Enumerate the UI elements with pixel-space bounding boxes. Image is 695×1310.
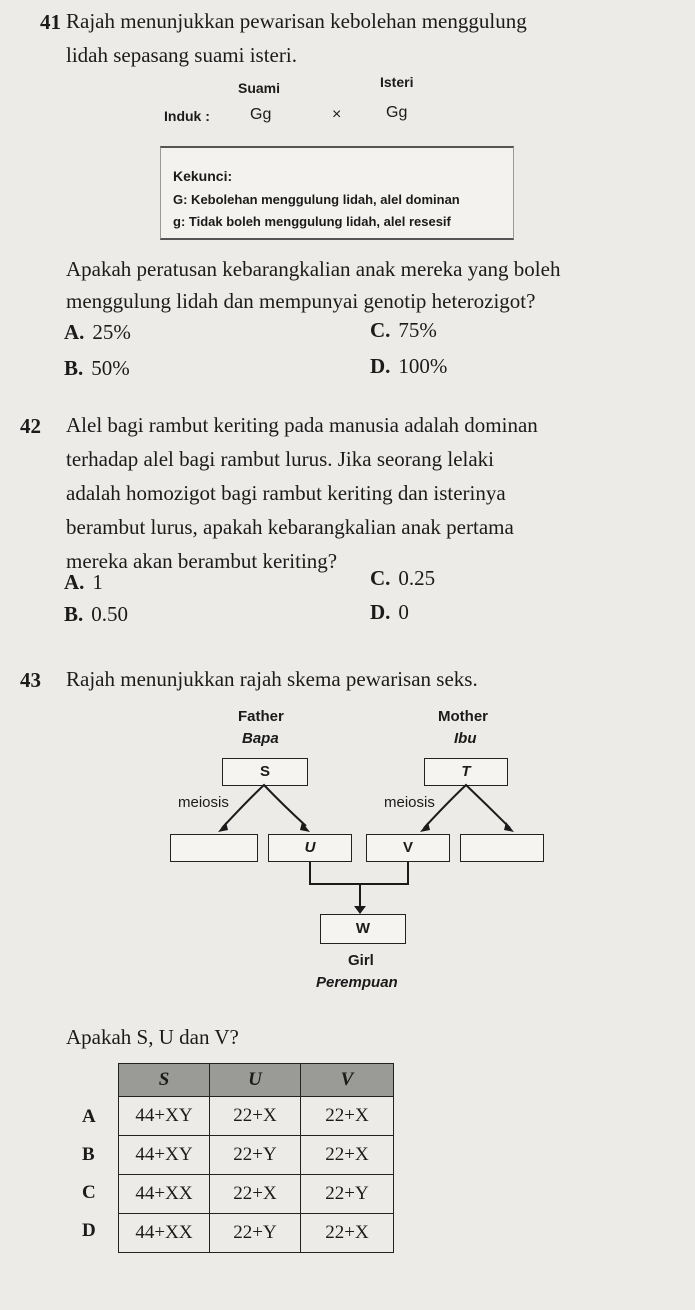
table-cell: 22+Y [210,1136,301,1175]
cross-symbol: × [332,106,342,123]
mother-label-en: Mother [438,708,488,725]
q41-option-d[interactable]: D. 100% [370,354,448,378]
table-cell: 22+Y [210,1214,301,1253]
q41-question-line1: Apakah peratusan kebarangkalian anak mereka yang boleh [66,257,561,281]
father-label-my: Bapa [242,730,279,747]
q42-option-c[interactable]: C. 0.25 [370,566,436,590]
table-cell: 22+X [301,1136,394,1175]
q42-line1: Alel bagi rambut keriting pada manusia adalah dominan [66,413,538,437]
box-w: W [320,914,406,944]
col-header-u: U [210,1064,301,1097]
q42-line5: mereka akan berambut keriting? [66,549,338,573]
table-cell: 22+X [301,1214,394,1253]
husband-label: Suami [238,80,281,96]
q41-option-b[interactable]: B. 50% [64,356,130,380]
girl-label-my: Perempuan [316,974,398,991]
box-gamete-empty-left [170,834,258,862]
parent-label: Induk : [164,108,210,124]
wife-label: Isteri [380,74,414,90]
table-cell: 44+XX [119,1214,210,1253]
q41-stem-line2: lidah sepasang suami isteri. [66,43,297,67]
q43-number: 43 [20,668,41,692]
q43-stem: Rajah menunjukkan rajah skema pewarisan seks. [66,667,478,691]
father-label-en: Father [238,708,284,725]
box-t: T [424,758,508,786]
q41-question-line2: menggulung lidah dan mempunyai genotip heterozigot? [66,289,536,313]
q42-option-b[interactable]: B. 0.50 [64,602,129,626]
key-dominant: G: Kebolehan menggulung lidah, alel dominan [173,192,460,207]
q42-line2: terhadap alel bagi rambut lurus. Jika seorang lelaki [66,447,495,471]
table-row-d[interactable] [119,1214,394,1253]
row-label-b: B [82,1144,95,1165]
mother-label-my: Ibu [454,730,477,747]
q42-line4: berambut lurus, apakah kebarangkalian anak pertama [66,515,514,539]
box-v: V [366,834,450,862]
col-header-v: V [301,1064,394,1097]
husband-genotype: Gg [250,106,272,123]
q41-stem-line1: Rajah menunjukkan pewarisan kebolehan menggulung [66,9,527,33]
table-cell: 22+X [210,1175,301,1214]
table-row-b[interactable] [119,1136,394,1175]
key-recessive: g: Tidak boleh menggulung lidah, alel resesif [173,214,451,229]
row-label-c: C [82,1182,96,1203]
wife-genotype: Gg [386,104,408,121]
q41-number: 41 [40,10,61,34]
q42-line3: adalah homozigot bagi rambut keriting dan isterinya [66,481,506,505]
table-row-c[interactable] [119,1175,394,1214]
box-gamete-empty-right [460,834,544,862]
table-cell: 44+XY [119,1097,210,1136]
q41-option-a[interactable]: A. 25% [64,320,131,344]
col-header-s: S [119,1064,210,1097]
answer-table [118,1063,394,1253]
table-header-row [119,1064,394,1097]
row-label-a: A [82,1106,96,1127]
meiosis-left-label: meiosis [178,794,229,811]
table-cell: 44+XY [119,1136,210,1175]
key-title: Kekunci: [173,168,233,184]
q42-option-d[interactable]: D. 0 [370,600,409,624]
table-row-a[interactable] [119,1097,394,1136]
q41-option-c[interactable]: C. 75% [370,318,437,342]
table-cell: 22+X [301,1097,394,1136]
table-cell: 44+XX [119,1175,210,1214]
box-s: S [222,758,308,786]
row-label-d: D [82,1220,96,1241]
box-u: U [268,834,352,862]
table-cell: 22+Y [301,1175,394,1214]
q42-number: 42 [20,414,41,438]
q42-option-a[interactable]: A. 1 [64,570,103,594]
table-cell: 22+X [210,1097,301,1136]
meiosis-right-label: meiosis [384,794,435,811]
q43-question: Apakah S, U dan V? [66,1025,239,1049]
girl-label-en: Girl [348,952,374,969]
